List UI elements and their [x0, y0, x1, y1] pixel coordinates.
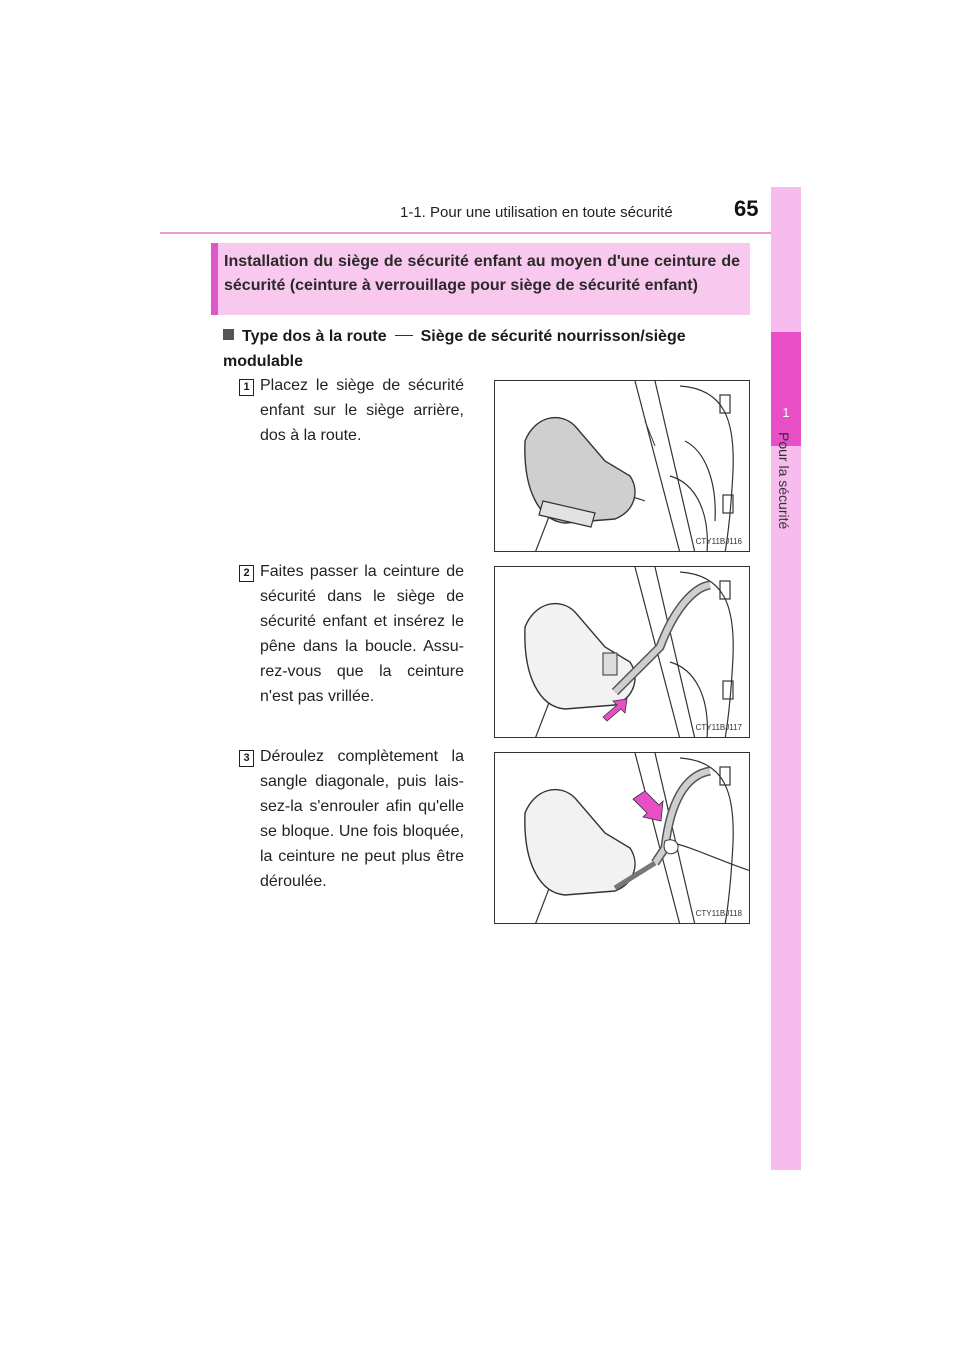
- bullet-square-icon: [223, 329, 234, 340]
- figure-code-1: CTY11BJ116: [695, 537, 742, 546]
- chapter-number: 1: [782, 405, 790, 420]
- page-number: 65: [734, 196, 759, 221]
- dash-separator: [395, 335, 413, 336]
- step-number-3: 3: [239, 750, 254, 767]
- step-number-2: 2: [239, 565, 254, 582]
- subheading-type: Type dos à la route: [242, 328, 387, 345]
- illustration-step-3: [494, 752, 750, 924]
- subheading-seat: Siège de sécurité nourrisson/siège modulable: [223, 328, 686, 370]
- illustration-step-1: [494, 380, 750, 552]
- illustration-step-2: [494, 566, 750, 738]
- step-number-1: 1: [239, 379, 254, 396]
- header-rule: [160, 232, 800, 234]
- section-header: 1-1. Pour une utilisation en toute sécurité: [400, 204, 673, 221]
- chapter-title: Pour la sécurité: [776, 432, 792, 530]
- figure-code-2: CTY11BJ117: [695, 723, 742, 732]
- step-text-3: Déroulez complètement la sangle diagonale, puis lais-sez-la s'enrouler afin qu'elle se bloque. Une fois bloquée, la ceinture ne peut plus être déroulée.: [260, 748, 464, 890]
- section-title-box: [211, 243, 750, 315]
- section-title: Installation du siège de sécurité enfant au moyen d'une ceinture de sécurité (ceinture à verrouillage pour siège de sécurité enfant): [224, 253, 740, 294]
- subheading: [223, 324, 745, 374]
- step-text-2: Faites passer la ceinture de sécurité dans le siège de sécurité enfant et insérez le pêne dans la boucle. Assu-rez-vous que la ceinture n'est pas vrillée.: [260, 563, 464, 705]
- step-text-1: Placez le siège de sécurité enfant sur le siège arrière, dos à la route.: [260, 377, 464, 444]
- chapter-tab-marker: [771, 332, 801, 446]
- figure-code-3: CTY11BJ118: [695, 909, 742, 918]
